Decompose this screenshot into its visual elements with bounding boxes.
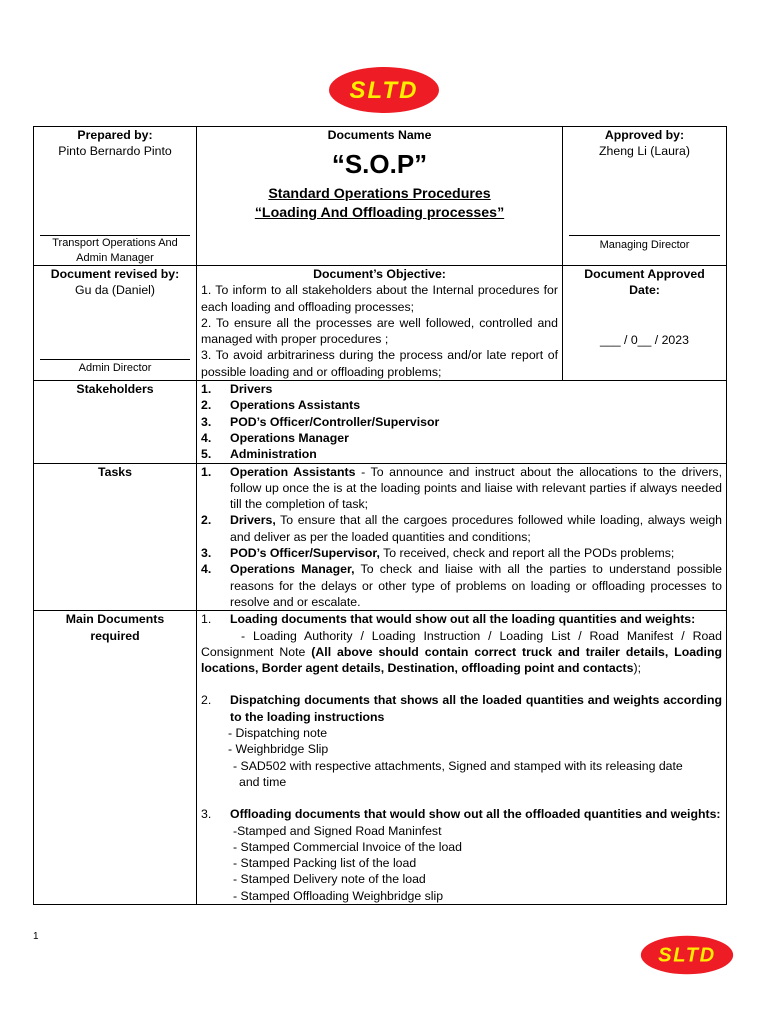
document-name-label: Documents Name [327,128,432,142]
stakeholder-name: Operations Assistants [230,398,361,413]
prepared-by-name: Pinto Bernardo Pinto [58,144,172,159]
task-item [201,464,722,513]
revised-by-name: Gu da (Daniel) [75,283,155,298]
documents-cell [197,611,727,905]
approved-by-cell [563,127,727,266]
task-text: - To announce and instruct about the allocations to the drivers, follow up once the is at the loading points and liaise with relevant parties if always needed till the completion of task; [230,464,722,512]
list-item: - Stamped Delivery note of the load [233,872,426,887]
documents-label-cell [34,611,197,905]
page-number: 1 [33,931,39,942]
item-number: 4. [201,430,212,445]
objective-item: 2. To ensure all the processes are well followed, controlled and managed with proper procedures ; [201,315,558,347]
tasks-label: Tasks [34,463,197,611]
documents-label: Main Documents [65,612,165,627]
list-item [201,806,722,822]
stakeholder-item [201,446,722,462]
section-title: Offloading documents that would show out all the offloaded quantities and weights: [230,807,721,822]
loading-docs-list: - Loading Authority / Loading Instruction / Loading List / Road Manifest / Road Consignment Note [201,628,722,659]
objective-item: 1. To inform to all stakeholders about the Internal procedures for each loading and offloading processes; [201,283,558,314]
stakeholder-item [201,430,722,446]
prepared-by-cell [34,127,197,266]
offload-docs-list [201,823,722,904]
documents-list [201,692,722,725]
item-number: 2. [201,398,212,413]
task-item [201,561,722,610]
item-number: 1. [201,382,212,397]
documents-row [34,611,727,905]
tasks-list [201,464,722,611]
objective-label: Document’s Objective: [313,267,446,281]
item-number: 4. [201,562,212,577]
sop-table [33,126,727,905]
stakeholder-item [201,397,722,413]
task-role: POD’s Officer/Supervisor, [230,546,380,561]
stakeholder-name: Drivers [230,382,273,397]
approved-by-name: Zheng Li (Laura) [599,144,690,159]
item-number: 1. [201,464,212,479]
list-item: and time [239,774,287,789]
documents-list [201,611,722,627]
revised-by-label: Document revised by: [50,267,180,281]
list-item: - Stamped Commercial Invoice of the load [233,839,462,854]
document-name-cell [197,127,563,266]
task-role: Drivers, [230,513,276,528]
task-text: To received, check and report all the PODs problems; [379,546,675,561]
dispatch-docs-list [201,725,722,758]
prepared-by-role-2: Admin Manager [76,252,154,264]
item-number: 1. [201,612,212,627]
revision-row [34,266,727,381]
document-subtitle-2: “Loading And Offloading processes” [254,205,505,222]
signature-line [40,359,190,360]
revised-by-role: Admin Director [78,362,152,374]
stakeholder-name: POD’s Officer/Controller/Supervisor [230,414,440,429]
stakeholders-list [201,381,722,462]
section-title: Dispatching documents that shows all the loaded quantities and weights according to the loading instructions [230,693,722,724]
company-logo [328,66,440,114]
list-item: - Weighbridge Slip [228,742,329,757]
objective-cell [197,266,563,381]
stakeholder-item [201,414,722,430]
tasks-row [34,463,727,611]
document-subtitle-1: Standard Operations Procedures [268,186,491,203]
section-title: Loading documents that would show out all the loading quantities and weights: [230,612,696,627]
item-number: 2. [201,693,212,708]
signature-line [569,235,720,236]
task-text: To ensure that all the cargoes procedures followed while loading, always weigh and deliver as per the loaded quantities and conditions; [230,513,722,544]
approved-date-cell [563,266,727,381]
stakeholders-label: Stakeholders [34,381,197,463]
stakeholder-item [201,381,722,397]
task-text: To check and liaise with all the parties to understand possible reasons for the delays or other type of problems on loading or offloading processes to resolve and or escalate. [230,562,722,609]
task-role: Operation Assistants [230,464,356,479]
approved-by-label: Approved by: [604,128,685,142]
approved-date-label: Date: [629,283,660,298]
item-number: 5. [201,447,212,462]
loading-docs-text [201,628,722,677]
prepared-by-label: Prepared by: [77,128,153,142]
objective-item: 3. To avoid arbitrariness during the process and/or late report of possible loading and or offloading problems; [201,348,558,379]
loading-docs-note: (All above should contain correct truck and trailer details, Loading locations, Border agent details, Destination, offloading point and contacts [201,644,722,676]
approved-date-value: ___ / 0__ / 2023 [600,332,689,347]
documents-label: required [90,628,140,643]
item-number: 3. [201,807,212,822]
tasks-cell [197,463,727,611]
header-row [34,127,727,266]
list-item: - Dispatching note [228,726,328,741]
stakeholders-cell [197,381,727,463]
task-item [201,545,722,561]
svg-text:SLTD: SLTD [349,77,419,104]
documents-list [201,806,722,822]
loading-docs-end: ); [633,661,641,676]
list-item: -Stamped and Signed Road Maninfest [233,823,442,838]
company-logo-footer [640,934,734,976]
prepared-by-role-1: Transport Operations And [52,237,178,249]
stakeholders-row [34,381,727,463]
task-item [201,512,722,545]
item-number: 3. [201,546,212,561]
list-item [201,611,722,627]
item-number: 3. [201,414,212,429]
list-item: - SAD502 with respective attachments, Signed and stamped with its releasing date [233,758,683,773]
item-number: 2. [201,513,212,528]
stakeholder-name: Operations Manager [230,430,349,445]
list-item: - Stamped Offloading Weighbridge slip [233,888,444,903]
list-item [201,692,722,725]
stakeholder-name: Administration [230,447,317,462]
list-item: - Stamped Packing list of the load [233,856,417,871]
approved-date-label: Document Approved [584,267,705,281]
svg-text:SLTD: SLTD [658,944,716,967]
revised-by-cell [34,266,197,381]
task-role: Operations Manager, [230,562,355,577]
document-title: “S.O.P” [331,149,428,180]
approved-by-role: Managing Director [599,239,690,251]
